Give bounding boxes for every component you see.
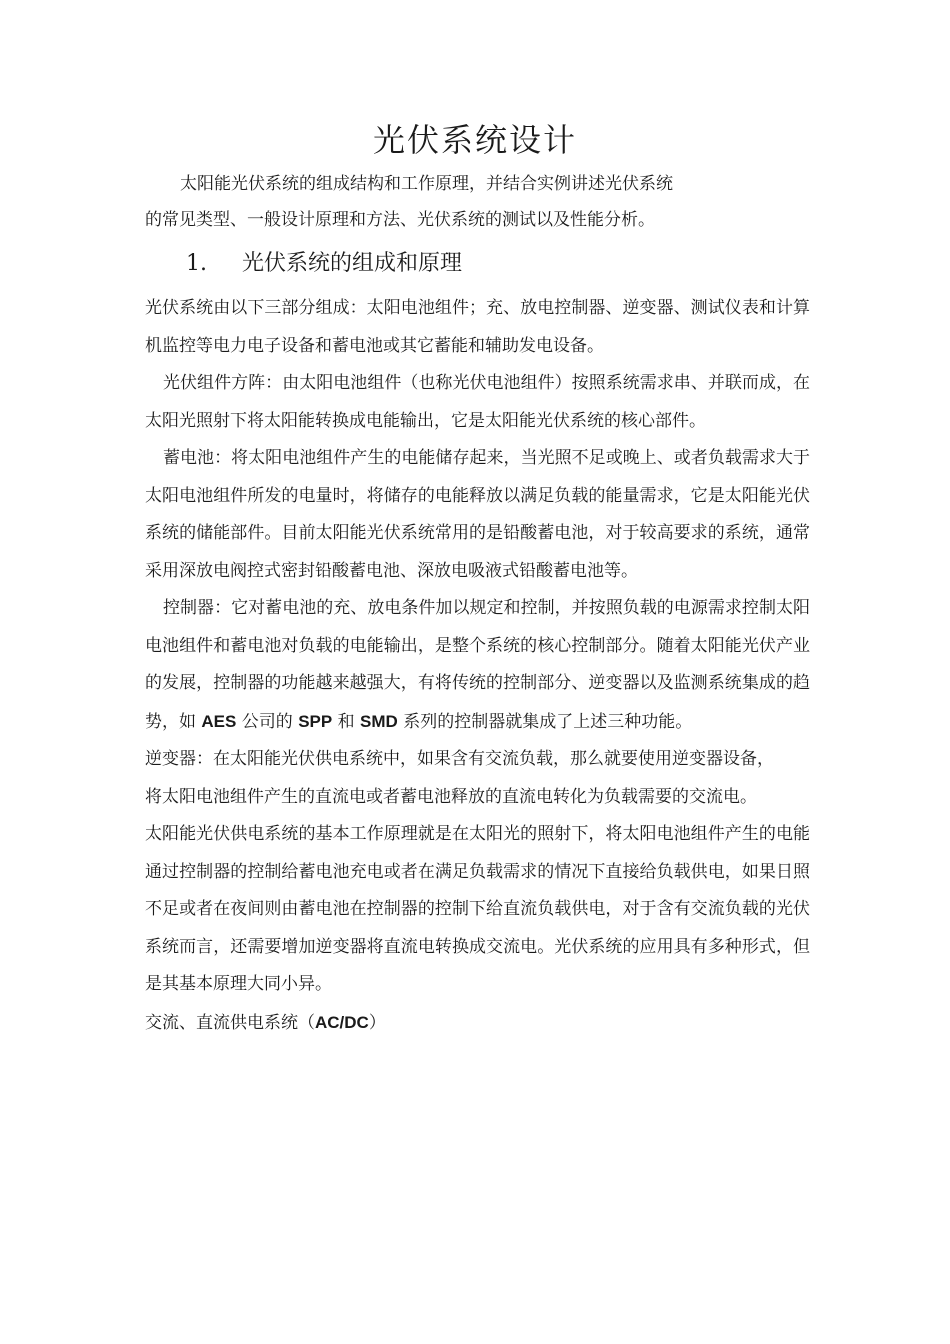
controller-text-1: 控制器：它对蓄电池的充、放电条件加以规定和控制，并按照负载的电源需求控制太阳电池组件和蓄电池对负载的电能输出，是整个系统的核心控制部分。随着太阳能光伏产业的发展，控制器的功能越来越强大，有将传统的控制部分、逆变器以及监测系统集成的趋势，如 [145, 598, 810, 732]
paragraph-inverter: 逆变器：在太阳能光伏供电系统中，如果含有交流负载，那么就要使用逆变器设备， [145, 749, 774, 769]
intro-line-2: 的常见类型、一般设计原理和方法、光伏系统的测试以及性能分析。 [145, 210, 655, 230]
intro-line-1: 太阳能光伏系统的组成结构和工作原理，并结合实例讲述光伏系统 [180, 174, 673, 194]
paragraph-composition: 光伏系统由以下三部分组成：太阳电池组件；充、放电控制器、逆变器、测试仪表和计算机监控等电力电子设备和蓄电池或其它蓄能和辅助发电设备。 [145, 298, 810, 356]
controller-brand-aes: AES [201, 711, 237, 731]
paragraph-controller [145, 590, 810, 741]
paragraph-inverter-continued: 将太阳电池组件产生的直流电或者蓄电池释放的直流电转化为负载需要的交流电。 [145, 786, 757, 807]
paragraph-pv-array: 光伏组件方阵：由太阳电池组件（也称光伏电池组件）按照系统需求串、并联而成，在太阳光照射下将太阳能转换成电能输出，它是太阳能光伏系统的核心部件。 [145, 373, 810, 431]
section-number: 1. [186, 251, 207, 276]
controller-model-spp: SPP [298, 711, 333, 731]
acdc-suffix: ） [368, 1012, 386, 1033]
document-title: 光伏系统设计 [372, 121, 577, 159]
controller-text-2: 公司的 [236, 711, 299, 732]
controller-text-4: 系列的控制器就集成了上述三种功能。 [397, 711, 693, 732]
paragraph-acdc-heading [145, 1004, 810, 1043]
paragraph-battery: 蓄电池：将太阳电池组件产生的电能储存起来，当光照不足或晚上、或者负载需求大于太阳电池组件所发的电量时，将储存的电能释放以满足负载的能量需求，它是太阳能光伏系统的储能部件。目前太阳能光伏系统常用的是铅酸蓄电池，对于较高要求的系统，通常采用深放电阀控式密封铅酸蓄电池、深放电吸液式铅酸蓄电池等。 [145, 448, 810, 581]
section-title: 光伏系统的组成和原理 [242, 251, 463, 276]
paragraph-working-principle: 太阳能光伏供电系统的基本工作原理就是在太阳光的照射下，将太阳电池组件产生的电能通过控制器的控制给蓄电池充电或者在满足负载需求的情况下直接给负载供电，如果日照不足或者在夜间则由蓄电池在控制器的控制下给直流负载供电，对于含有交流负载的光伏系统而言，还需要增加逆变器将直流电转换成交流电。光伏系统的应用具有多种形式，但是其基本原理大同小异。 [145, 824, 810, 994]
controller-model-smd: SMD [360, 711, 398, 731]
acdc-label: AC/DC [315, 1012, 369, 1032]
body-content [145, 290, 810, 1042]
acdc-prefix: 交流、直流供电系统（ [145, 1012, 315, 1033]
controller-text-3: 和 [332, 711, 361, 732]
section-heading [186, 246, 462, 282]
